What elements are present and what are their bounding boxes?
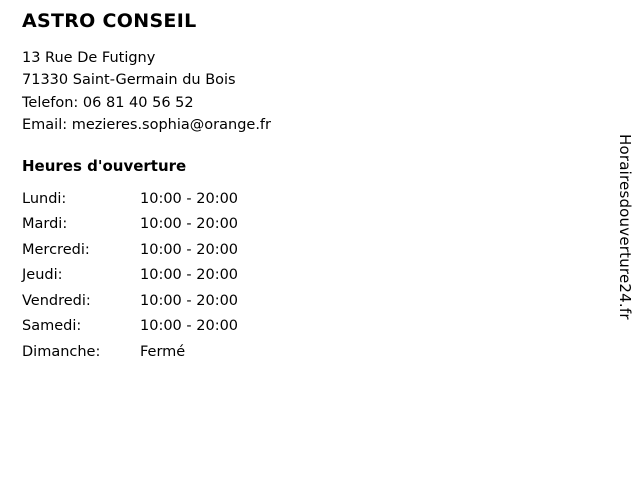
city-address: 71330 Saint-Germain du Bois [22, 72, 236, 89]
contact-block [22, 47, 582, 137]
table-row [22, 187, 238, 213]
phone-number: Telefon: 06 81 40 56 52 [22, 94, 194, 111]
street-address: 13 Rue De Futigny [22, 49, 156, 66]
day-label: Dimanche: [22, 344, 101, 361]
table-row [22, 238, 238, 264]
email-address: Email: mezieres.sophia@orange.fr [22, 117, 271, 134]
day-hours: 10:00 - 20:00 [140, 216, 239, 233]
table-row [22, 314, 238, 340]
day-label: Samedi: [22, 318, 82, 335]
day-label: Mercredi: [22, 241, 90, 258]
day-hours: Fermé [140, 344, 186, 361]
table-row [22, 212, 238, 238]
page-title: ASTRO CONSEIL [22, 10, 197, 32]
site-watermark: Horairesdouverture24.fr [616, 134, 634, 320]
table-row [22, 263, 238, 289]
day-label: Mardi: [22, 216, 68, 233]
day-label: Vendredi: [22, 292, 91, 309]
opening-hours-body [22, 187, 238, 366]
table-row [22, 340, 238, 366]
business-info-card [22, 10, 582, 366]
day-hours: 10:00 - 20:00 [140, 190, 239, 207]
day-hours: 10:00 - 20:00 [140, 318, 239, 335]
day-label: Jeudi: [22, 267, 63, 284]
day-hours: 10:00 - 20:00 [140, 267, 239, 284]
opening-hours-table [22, 187, 238, 366]
opening-hours-title: Heures d'ouverture [22, 156, 187, 175]
day-hours: 10:00 - 20:00 [140, 241, 239, 258]
day-hours: 10:00 - 20:00 [140, 292, 239, 309]
day-label: Lundi: [22, 190, 67, 207]
table-row [22, 289, 238, 315]
